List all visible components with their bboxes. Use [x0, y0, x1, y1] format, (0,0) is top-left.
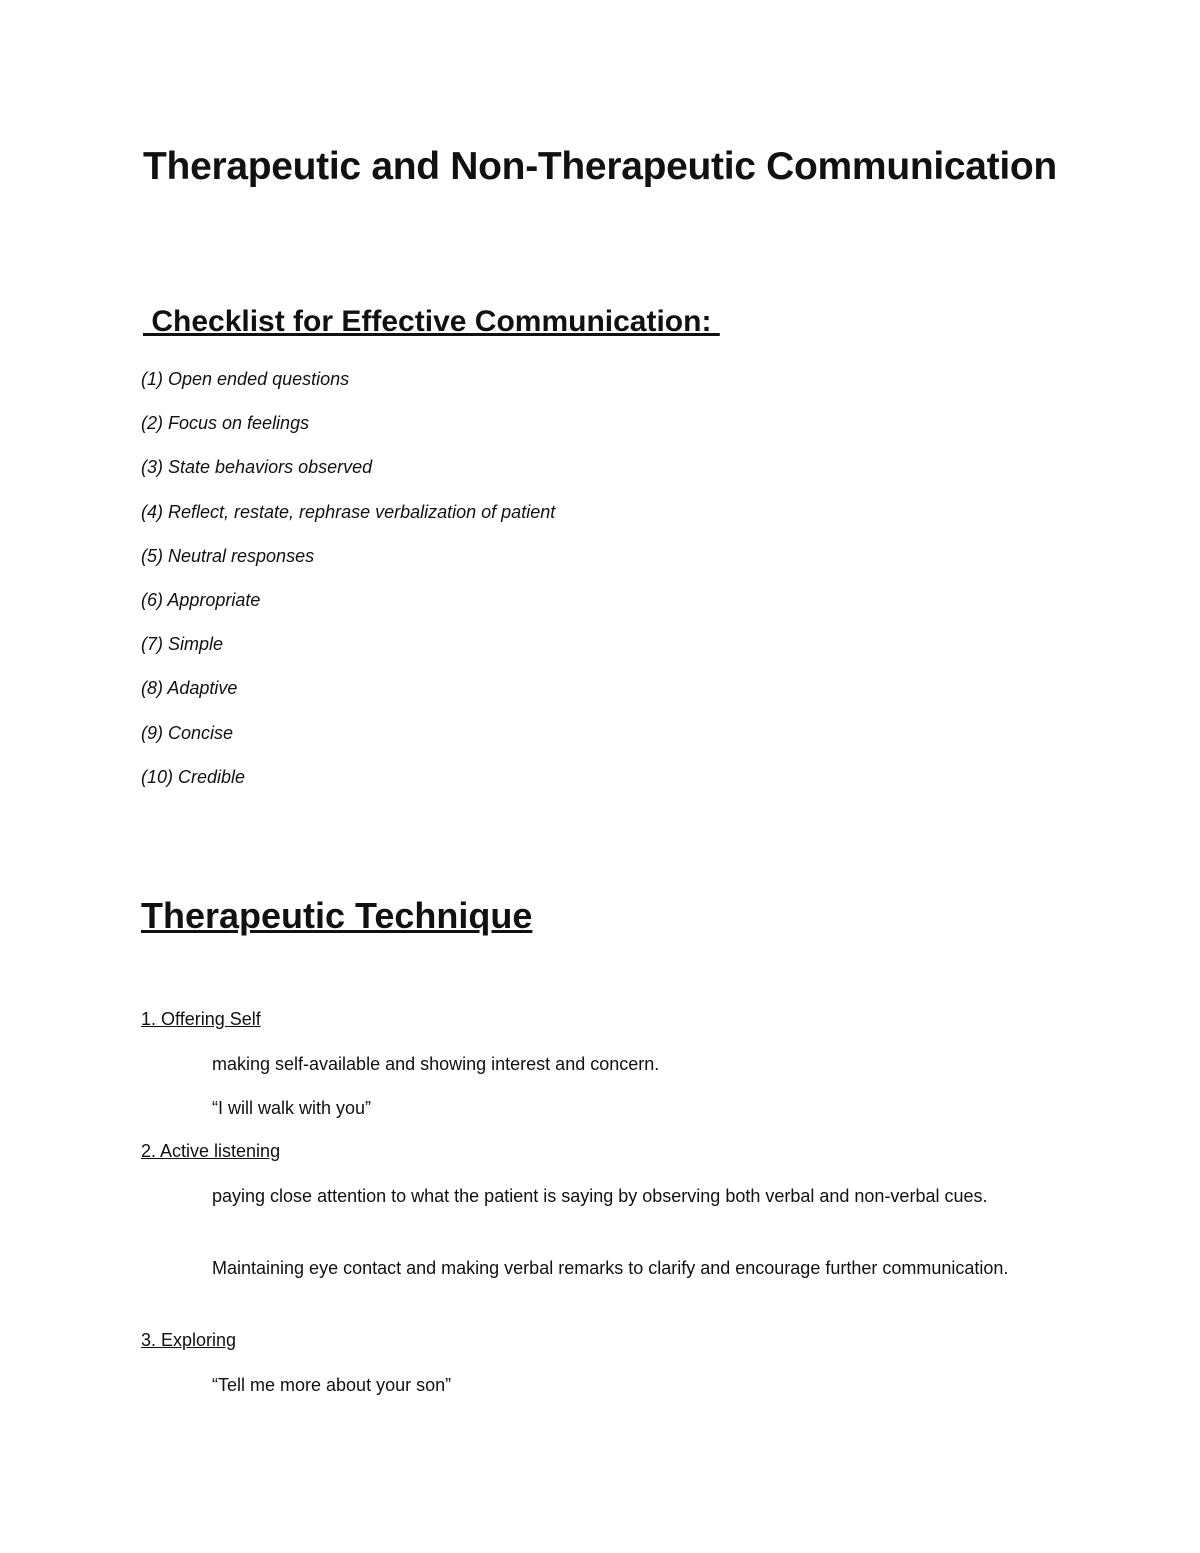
technique-title: 1. Offering Self — [141, 1009, 261, 1029]
checklist-item: (1) Open ended questions — [141, 369, 350, 389]
checklist-item: (8) Adaptive — [141, 678, 238, 699]
checklist-item: (2) Focus on feelings — [141, 413, 310, 434]
checklist-heading: Checklist for Effective Communication: — [143, 305, 720, 338]
technique-description: Maintaining eye contact and making verbal remarks to clarify and encourage further communication. — [212, 1258, 1009, 1278]
checklist-item: (3) State behaviors observed — [141, 457, 373, 478]
technique-description: paying close attention to what the patient is saying by observing both verbal and non-verbal cues. — [212, 1186, 988, 1206]
checklist-item: (7) Simple — [141, 634, 224, 655]
checklist-item: (6) Appropriate — [141, 589, 261, 610]
checklist-item: (9) Concise — [141, 722, 234, 743]
technique-description: making self-available and showing interest and concern. — [212, 1054, 660, 1074]
technique-title: 3. Exploring — [141, 1330, 237, 1350]
checklist-item: (4) Reflect, restate, rephrase verbalization of patient — [141, 501, 556, 522]
document-title: Therapeutic and Non-Therapeutic Communication — [143, 145, 1057, 188]
technique-section-heading: Therapeutic Technique — [141, 895, 533, 936]
checklist-item: (5) Neutral responses — [141, 545, 315, 566]
checklist — [141, 366, 555, 808]
technique-title: 2. Active listening — [141, 1141, 281, 1161]
checklist-item: (10) Credible — [141, 766, 246, 787]
technique-example: “Tell me more about your son” — [212, 1375, 452, 1395]
technique-example: “I will walk with you” — [212, 1098, 372, 1118]
